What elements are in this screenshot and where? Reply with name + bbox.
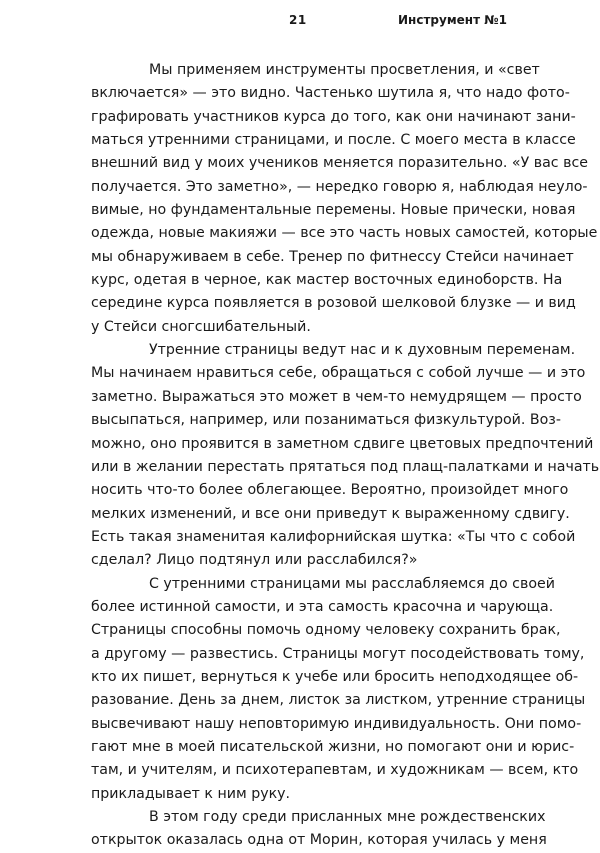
text-line: а другому — развестись. Страницы могут посодействовать тому, bbox=[91, 645, 585, 662]
text-line: С утренними страницами мы расслабляемся до своей bbox=[149, 575, 555, 592]
text-line: там, и учителям, и психотерапевтам, и художникам — всем, кто bbox=[91, 762, 579, 779]
text-line: высвечивают нашу неповторимую индивидуальность. Они помо- bbox=[91, 715, 582, 732]
text-line: прикладывает к ним руку. bbox=[91, 785, 291, 802]
text-line: высыпаться, например, или позаниматься физкультурой. Воз- bbox=[91, 412, 561, 429]
text-line: получается. Это заметно», — нередко говорю я, наблюдая неуло- bbox=[91, 178, 588, 195]
text-line: открыток оказалась одна от Морин, которая училась у меня bbox=[91, 832, 547, 849]
text-line: В этом году среди присланных мне рождественских bbox=[149, 809, 546, 825]
text-line: одежда, новые макияжи — все это часть новых самостей, которые bbox=[91, 225, 598, 242]
text-line: у Стейси сногсшибательный. bbox=[91, 318, 311, 335]
text-line: мелких изменений, и все они приведут к выраженному сдвигу. bbox=[91, 505, 570, 522]
text-line: более истинной самости, и эта самость красочна и чарующа. bbox=[91, 598, 554, 615]
page-header bbox=[0, 13, 600, 33]
text-line: гают мне в моей писательской жизни, но помогают они и юрис- bbox=[91, 738, 575, 755]
text-line: курс, одетая в черное, как мастер восточных единоборств. На bbox=[91, 272, 563, 289]
text-line: вимые, но фундаментальные перемены. Новые прически, новая bbox=[91, 202, 576, 219]
body-text bbox=[91, 59, 600, 853]
text-line: Страницы способны помочь одному человеку сохранить брак, bbox=[91, 622, 561, 639]
text-line: Мы применяем инструменты просветления, и «свет bbox=[149, 62, 540, 78]
text-line: или в желании перестать прятаться под плащ-палатками и начать bbox=[91, 458, 600, 475]
text-line: разование. День за днем, листок за листком, утренние страницы bbox=[91, 692, 586, 709]
text-line: можно, оно проявится в заметном сдвиге цветовых предпочтений bbox=[91, 435, 594, 452]
text-line: носить что-то более облегающее. Вероятно, произойдет много bbox=[91, 482, 569, 499]
text-line: кто их пишет, вернуться к учебе или бросить неподходящее об- bbox=[91, 668, 579, 685]
text-line: Мы начинаем нравиться себе, обращаться с собой лучше — и это bbox=[91, 365, 586, 382]
running-title: Инструмент №1 bbox=[398, 13, 507, 27]
text-line: Есть такая знаменитая калифорнийская шутка: «Ты что с собой bbox=[91, 528, 576, 545]
page-number: 21 bbox=[289, 13, 307, 27]
text-line: заметно. Выражаться это может в чем-то немудрящем — просто bbox=[91, 388, 582, 405]
text-line: графировать участников курса до того, как они начинают зани- bbox=[91, 108, 576, 125]
text-line: Утренние страницы ведут нас и к духовным переменам. bbox=[149, 342, 576, 359]
text-line: сделал? Лицо подтянул или расслабился?» bbox=[91, 552, 418, 569]
text-line: внешний вид у моих учеников меняется поразительно. «У вас все bbox=[91, 155, 589, 172]
text-line: включается» — это видно. Частенько шутила я, что надо фото- bbox=[91, 85, 570, 102]
text-line: маться утренними страницами, и после. С моего места в классе bbox=[91, 132, 576, 149]
text-line: мы обнаруживаем в себе. Тренер по фитнессу Стейси начинает bbox=[91, 248, 574, 265]
text-line: середине курса появляется в розовой шелковой блузке — и вид bbox=[91, 295, 576, 312]
